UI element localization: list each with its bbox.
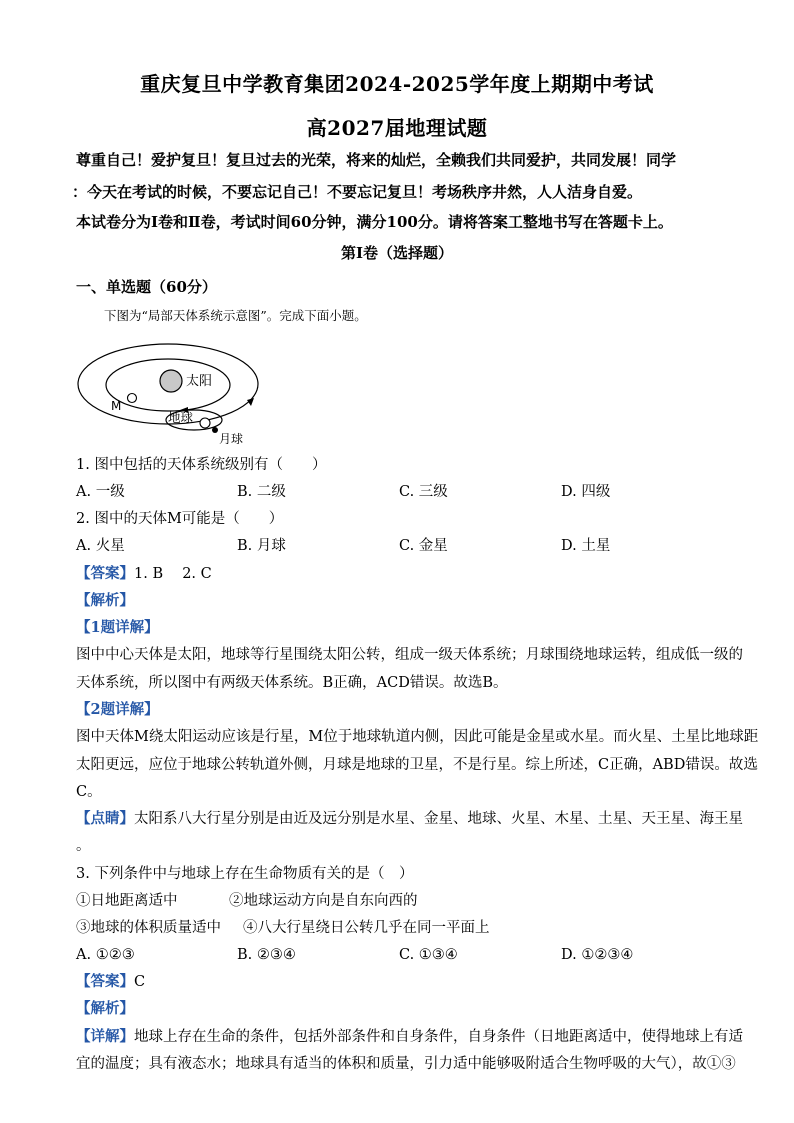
q1-option-c: C. 三级 <box>399 484 448 500</box>
figure-caption: 下图为“局部天体系统示意图”。完成下面小题。 <box>104 308 367 323</box>
exam-title: 重庆复旦中学教育集团2024-2025学年度上期期中考试 <box>140 72 654 96</box>
earth-icon <box>200 418 210 428</box>
note-line-1 <box>76 809 743 829</box>
note-line-2: 。 <box>76 838 91 854</box>
q3-condition-3: ③地球的体积质量适中 <box>76 920 221 936</box>
detail-1-heading <box>76 618 726 638</box>
q3-condition-1: ①日地距离适中 <box>76 893 178 909</box>
moon-label: 月球 <box>219 432 244 446</box>
planet-m-label: M <box>111 399 122 413</box>
question-2-stem: 2. 图中的天体M可能是（ ） <box>76 511 284 527</box>
answer-1-2 <box>76 564 726 584</box>
q3-condition-4: ④八大行星绕日公转几乎在同一平面上 <box>243 920 490 936</box>
q2-option-d: D. 土星 <box>561 538 611 554</box>
answer-3-text: C <box>134 974 146 990</box>
detail-3-tag: 【详解】 <box>76 1028 134 1045</box>
section-title: 一、单选题（60分） <box>76 278 217 296</box>
note-text: 太阳系八大行星分别是由近及远分别是水星、金星、地球、火星、木星、土星、天王星、海王星 <box>134 811 743 827</box>
q3-option-b: B. ②③④ <box>237 947 296 963</box>
volume-title: 第Ⅰ卷（选择题） <box>340 244 454 262</box>
q2-option-a: A. 火星 <box>76 538 125 554</box>
answer-1-2-text: 1. B 2. C <box>134 566 212 582</box>
intro-line-1: 尊重自己！爱护复旦！复旦过去的光荣，将来的灿烂，全赖我们共同爱护，共同发展！同学 <box>76 151 677 169</box>
sun-icon <box>160 370 182 392</box>
answer-3 <box>76 972 726 992</box>
detail-2-line-1: 图中天体M绕太阳运动应该是行星，M位于地球轨道内侧，因此可能是金星或水星。而火星、土星比地球距 <box>76 729 759 745</box>
detail-1-tag: 【1题详解】 <box>76 619 159 636</box>
note-tag: 【点睛】 <box>76 810 134 827</box>
q3-condition-2: ②地球运动方向是自东向西的 <box>229 893 418 909</box>
answer-3-tag: 【答案】 <box>76 973 134 990</box>
detail-2-line-3: C。 <box>76 784 102 800</box>
earth-label: 地球 <box>168 410 194 425</box>
moon-icon <box>212 427 218 433</box>
question-3-stem: 3. 下列条件中与地球上存在生命物质有关的是（ ） <box>76 866 414 882</box>
detail-1-line-2: 天体系统，所以图中有两级天体系统。B正确，ACD错误。故选B。 <box>76 675 508 691</box>
intro-line-3: 本试卷分为Ⅰ卷和Ⅱ卷，考试时间60分钟，满分100分。请将答案工整地书写在答题卡上。 <box>76 213 673 231</box>
analysis-3 <box>76 999 726 1019</box>
analysis-tag: 【解析】 <box>76 592 134 609</box>
exam-subtitle: 高2027届地理试题 <box>306 116 488 140</box>
detail-1-line-1: 图中中心天体是太阳，地球等行星围绕太阳公转，组成一级天体系统；月球围绕地球运转，组成低一级的 <box>76 647 743 663</box>
q3-option-c: C. ①③④ <box>399 947 458 963</box>
analysis-3-tag: 【解析】 <box>76 1000 134 1017</box>
sun-label: 太阳 <box>186 374 213 389</box>
planet-m-icon <box>128 394 137 403</box>
detail-3-line-1 <box>76 1027 743 1047</box>
detail-3-text: 地球上存在生命的条件，包括外部条件和自身条件，自身条件（日地距离适中，使得地球上有适 <box>134 1029 743 1045</box>
q3-option-a: A. ①②③ <box>76 947 135 963</box>
q3-option-d: D. ①②③④ <box>561 947 634 963</box>
detail-2-heading <box>76 700 726 720</box>
q1-option-b: B. 二级 <box>237 484 286 500</box>
detail-2-line-2: 太阳更远，应位于地球公转轨道外侧，月球是地球的卫星，不是行星。综上所述，C正确，ABD错误。故选 <box>76 757 758 773</box>
q1-option-a: A. 一级 <box>76 484 125 500</box>
q2-option-b: B. 月球 <box>237 538 286 554</box>
analysis-1-2 <box>76 591 726 611</box>
celestial-system-diagram <box>76 340 266 450</box>
answer-tag: 【答案】 <box>76 565 134 582</box>
intro-line-2: ：今天在考试的时候，不要忘记自己！不要忘记复旦！考场秩序井然，人人洁身自爱。 <box>72 183 643 201</box>
detail-2-tag: 【2题详解】 <box>76 701 159 718</box>
question-1-stem: 1. 图中包括的天体系统级别有（ ） <box>76 457 327 473</box>
q1-option-d: D. 四级 <box>561 484 611 500</box>
q2-option-c: C. 金星 <box>399 538 448 554</box>
detail-3-line-2: 宜的温度；具有液态水；地球具有适当的体积和质量，引力适中能够吸附适合生物呼吸的大气），故①③ <box>76 1056 736 1072</box>
